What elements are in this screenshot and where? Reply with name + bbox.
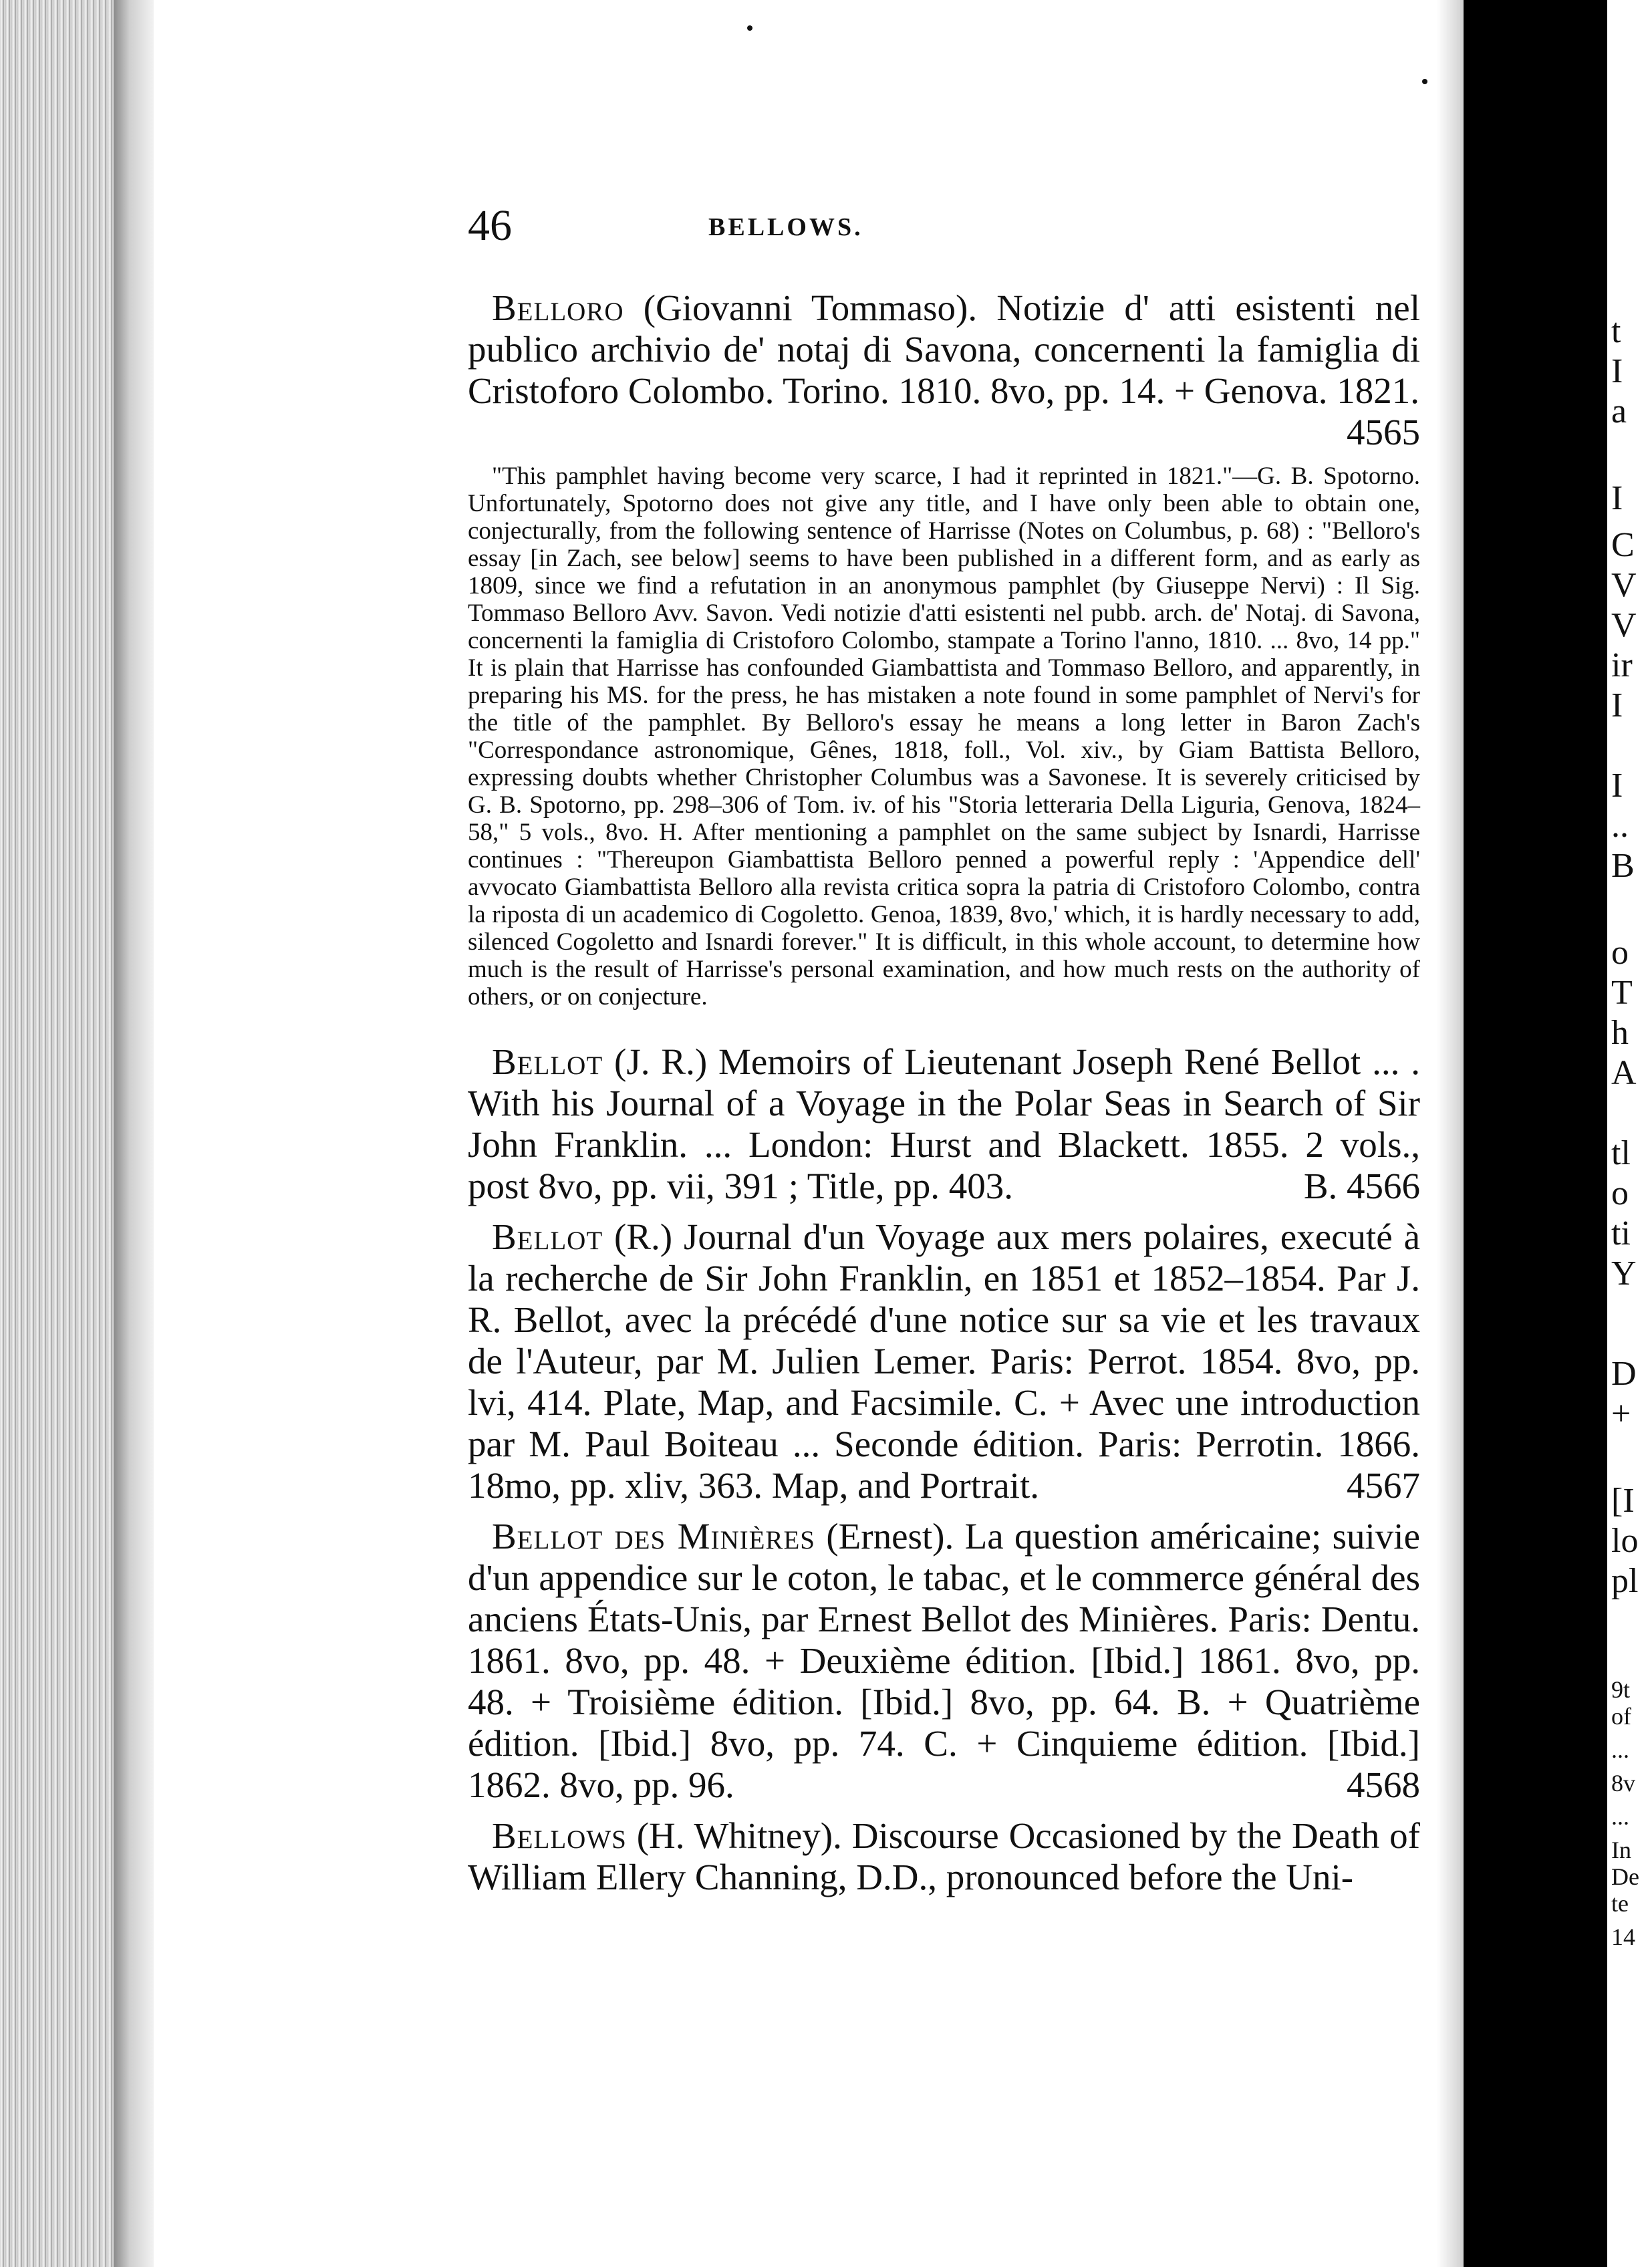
entry-heading: Bellot: [492, 1216, 603, 1257]
facing-page-fragment: Y: [1611, 1254, 1637, 1293]
bibliography-entry: [468, 287, 1420, 453]
facing-page-fragment: D: [1611, 1355, 1637, 1393]
entry-heading: Bellot des Minières: [492, 1516, 815, 1557]
facing-page-fragment: a: [1611, 392, 1627, 430]
gutter-shadow: [114, 0, 154, 2267]
facing-page-fragment: I: [1611, 686, 1623, 724]
facing-page-fragment: h: [1611, 1014, 1629, 1052]
entry-text: (Giovanni Tommaso). Notizie d' atti esistenti nel publico archivio de' notaj di Savona, concernenti la famiglia di Cristoforo Colombo. Torino. 1810. 8vo, pp. 14. + Genova. 1821.: [468, 287, 1420, 411]
facing-page-fragment: ..: [1611, 807, 1629, 845]
facing-page-fragment: t: [1611, 312, 1621, 350]
facing-page-fragment: V: [1611, 566, 1637, 604]
running-head: BELLOWS.: [708, 213, 863, 241]
facing-page-fragment: tl: [1611, 1134, 1631, 1172]
entry-number: B. 4566: [1303, 1166, 1420, 1206]
page-number: 46: [468, 201, 512, 250]
entry-number: 4568: [1347, 1764, 1420, 1805]
page-content: [468, 287, 1420, 1907]
facing-page-fragment: A: [1611, 1054, 1637, 1092]
facing-page-fragment: ...: [1611, 1803, 1629, 1830]
facing-page-fragment: 14: [1611, 1923, 1635, 1950]
book-fore-edge: [0, 0, 114, 2267]
facing-page-fragment: I: [1611, 352, 1623, 390]
facing-page-fragment: I: [1611, 479, 1623, 517]
facing-page-fragment: 8v: [1611, 1770, 1635, 1796]
facing-page-fragment: De: [1611, 1863, 1639, 1890]
facing-page-fragment: te: [1611, 1890, 1629, 1917]
facing-page-fragment: +: [1611, 1395, 1631, 1433]
facing-page-fragment: T: [1611, 974, 1633, 1012]
entry-number: 4565: [1347, 412, 1420, 452]
facing-page-fragment: [I: [1611, 1482, 1635, 1520]
entry-text: (R.) Journal d'un Voyage aux mers polaires, executé à la recherche de Sir John Franklin, en 1851 et 1852–1854. Par J. R. Bellot, avec la précédé d'une notice sur sa vie et les travaux de l'Auteur, par M. Julien Lemer. Paris: Perrot. 1854. 8vo, pp. lvi, 414. Plate, Map, and Facsimile. C. + Avec une introduction par M. Paul Boiteau ... Seconde édition. Paris: Perrotin. 1866. 18mo, pp. xliv, 363. Map, and Portrait.: [468, 1216, 1420, 1506]
bibliography-entry: [468, 1815, 1420, 1898]
facing-page-fragment: lo: [1611, 1522, 1639, 1560]
bibliography-entry: [468, 1216, 1420, 1506]
page-edge-shadow: [1437, 0, 1464, 2267]
entry-note: "This pamphlet having become very scarce, I had it reprinted in 1821."—G. B. Spotorno. Unfortunately, Spotorno does not give any title, and I have only been able to obtain one, conjecturally, from the following sentence of Harrisse (Notes on Columbus, p. 68) : "Belloro's essay [in Zach, see below] seems to have been published in a different form, and as early as 1809, since we find a refutation in an anonymous pamphlet (by Giuseppe Nervi) : Il Sig. Tommaso Belloro Avv. Savon. Vedi notizie d'atti esistenti nel pubb. arch. de' Notaj. di Savona, concernenti la famiglia di Cristoforo Colombo, stampate a Torino l'anno, 1810. ... 8vo, 14 pp." It is plain that Harrisse has confounded Giambattista and Tommaso Belloro, and apparently, in preparing his MS. for the press, he has mistaken a note found in some pamphlet of Nervi's for the title of the pamphlet. By Belloro's essay he means a long letter in Baron Zach's "Correspondance astronomique, Gênes, 1818, foll., Vol. xiv., by Giam Battista Belloro, expressing doubts whether Christopher Columbus was a Savonese. It is severely criticised by G. B. Spotorno, pp. 298–306 of Tom. iv. of his "Storia letteraria Della Liguria, Genova, 1824–58," 5 vols., 8vo. H. After mentioning a pamphlet on the same subject by Isnardi, Harrisse continues : "Thereupon Giambattista Belloro penned a powerful reply : 'Appendice dell' avvocato Giambattista Belloro alla revista critica sopra la patria di Cristoforo Colombo, contra la riposta di un academico di Cogoletto. Genoa, 1839, 8vo,' which, it is hardly necessary to add, silenced Cogoletto and Isnardi forever." It is difficult, in this whole account, to determine how much is the result of Harrisse's personal examination, and how much rests on the authority of others, or on conjecture.: [468, 462, 1420, 1011]
speck-mark: [747, 25, 752, 31]
facing-page-fragment: pl: [1611, 1562, 1639, 1600]
entry-heading: Bellot: [492, 1041, 603, 1082]
facing-page-fragment: I: [1611, 767, 1623, 805]
bibliography-entry: [468, 1041, 1420, 1207]
facing-page-fragment: o: [1611, 934, 1629, 972]
facing-page-fragment: C: [1611, 526, 1635, 564]
facing-page-fragment: ti: [1611, 1214, 1631, 1252]
facing-page-fragment: of: [1611, 1703, 1631, 1730]
speck-mark: [1422, 79, 1427, 84]
entry-number: 4567: [1347, 1465, 1420, 1506]
entry-heading: Bellows: [492, 1815, 627, 1856]
entry-text: (J. R.) Memoirs of Lieutenant Joseph René Bellot ... . With his Journal of a Voyage in the Polar Seas in Search of Sir John Franklin. ... London: Hurst and Blackett. 1855. 2 vols., post 8vo, pp. vii, 391 ; Title, pp. 403.: [468, 1041, 1420, 1206]
entry-heading: Belloro: [492, 287, 624, 328]
facing-page-fragment: ir: [1611, 646, 1633, 684]
entry-text: (H. Whitney). Discourse Occasioned by the Death of William Ellery Channing, D.D., pronounced before the Uni-: [468, 1815, 1420, 1897]
facing-page-fragment: B: [1611, 847, 1635, 885]
facing-page-fragment: V: [1611, 606, 1637, 644]
bibliography-entry: [468, 1516, 1420, 1806]
facing-page-strip: [1607, 0, 1652, 2267]
facing-page-fragment: In: [1611, 1837, 1631, 1863]
facing-page-fragment: ...: [1611, 1736, 1629, 1763]
facing-page-fragment: 9t: [1611, 1676, 1631, 1703]
entry-text: (Ernest). La question américaine; suivie d'un appendice sur le coton, le tabac, et le commerce général des anciens États-Unis, par Ernest Bellot des Minières. Paris: Dentu. 1861. 8vo, pp. 48. + Deuxième édition. [Ibid.] 1861. 8vo, pp. 48. + Troisième édition. [Ibid.] 8vo, pp. 64. B. + Quatrième édition. [Ibid.] 8vo, pp. 74. C. + Cinquieme édition. [Ibid.] 1862. 8vo, pp. 96.: [468, 1516, 1420, 1805]
facing-page-fragment: o: [1611, 1174, 1629, 1212]
